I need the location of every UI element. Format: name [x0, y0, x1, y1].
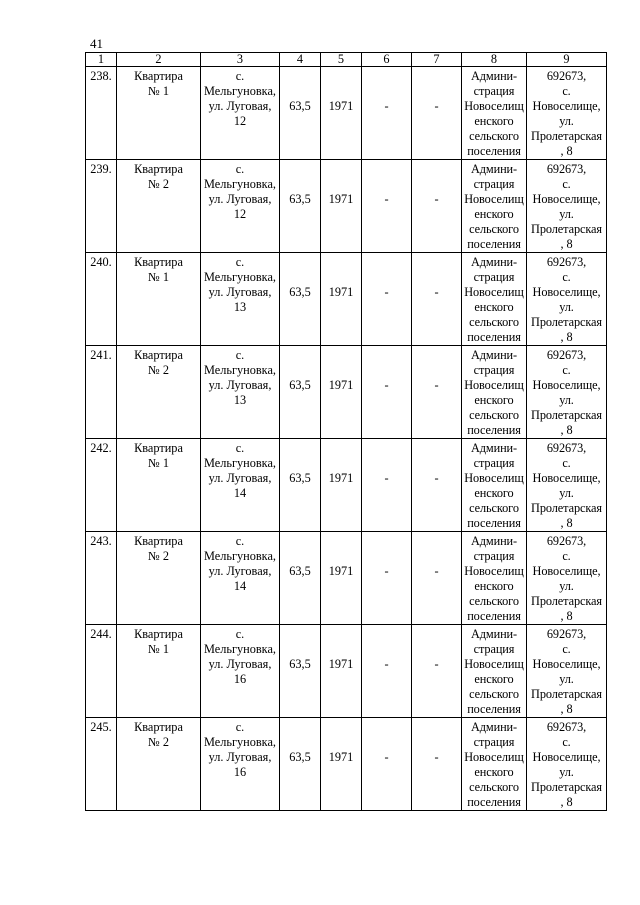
holder-address-line: 692673, — [546, 69, 587, 83]
holder-line: поселения — [467, 423, 521, 437]
address-line: ул. Луговая, — [208, 378, 272, 392]
holder-cell — [462, 160, 527, 253]
column-6-cell: - — [362, 67, 412, 160]
year-cell: 1971 — [321, 253, 362, 346]
holder-line: Новоселищ — [464, 192, 524, 206]
holder-line: Новоселищ — [464, 471, 524, 485]
holder-line: Админи- — [470, 534, 518, 548]
address-cell — [201, 67, 280, 160]
column-header: 9 — [527, 53, 607, 67]
holder-address-line: ул. — [559, 393, 574, 407]
holder-cell — [462, 67, 527, 160]
column-6-cell: - — [362, 718, 412, 811]
address-line: ул. Луговая, — [208, 99, 272, 113]
area-cell: 63,5 — [280, 160, 321, 253]
holder-cell — [462, 253, 527, 346]
holder-line: поселения — [467, 237, 521, 251]
holder-address-line: 692673, — [546, 441, 587, 455]
year-cell: 1971 — [321, 160, 362, 253]
holder-address-line: , 8 — [560, 609, 573, 623]
row-number-cell: 239. — [86, 160, 117, 253]
column-header: 4 — [280, 53, 321, 67]
holder-line: Новоселищ — [464, 99, 524, 113]
holder-address-line: Новоселище, — [532, 378, 601, 392]
address-line: с. — [235, 348, 245, 362]
year-cell: 1971 — [321, 439, 362, 532]
object-name-cell — [117, 439, 201, 532]
holder-address-line: с. — [562, 456, 571, 470]
address-line: 16 — [233, 672, 247, 686]
holder-address-cell — [527, 253, 607, 346]
holder-address-cell — [527, 532, 607, 625]
holder-address-line: 692673, — [546, 720, 587, 734]
holder-address-line: с. — [562, 735, 571, 749]
holder-address-line: 692673, — [546, 627, 587, 641]
address-line: 12 — [233, 114, 247, 128]
column-6-cell: - — [362, 253, 412, 346]
holder-line: Админи- — [470, 162, 518, 176]
address-line: Мельгуновка, — [203, 735, 277, 749]
holder-address-line: 692673, — [546, 348, 587, 362]
object-name-line: Квартира — [134, 534, 183, 548]
holder-address-line: Пролетарская — [531, 408, 602, 422]
holder-line: сельского — [469, 222, 519, 236]
table-row — [86, 625, 607, 718]
holder-line: енского — [474, 207, 514, 221]
column-header: 1 — [86, 53, 117, 67]
column-header: 5 — [321, 53, 362, 67]
address-cell — [201, 718, 280, 811]
holder-line: енского — [474, 486, 514, 500]
holder-line: страция — [473, 456, 515, 470]
holder-address-cell — [527, 67, 607, 160]
holder-address-cell — [527, 439, 607, 532]
address-cell — [201, 532, 280, 625]
holder-cell — [462, 439, 527, 532]
address-line: Мельгуновка, — [203, 177, 277, 191]
holder-line: Новоселищ — [464, 564, 524, 578]
holder-cell — [462, 346, 527, 439]
row-number-cell: 240. — [86, 253, 117, 346]
object-name-line: Квартира — [134, 69, 183, 83]
holder-line: Новоселищ — [464, 285, 524, 299]
table-row — [86, 718, 607, 811]
holder-address-line: 692673, — [546, 162, 587, 176]
address-line: Мельгуновка, — [203, 270, 277, 284]
holder-line: поселения — [467, 330, 521, 344]
column-7-cell: - — [412, 160, 462, 253]
address-cell — [201, 439, 280, 532]
column-6-cell: - — [362, 532, 412, 625]
column-header: 6 — [362, 53, 412, 67]
holder-address-line: , 8 — [560, 144, 573, 158]
area-cell: 63,5 — [280, 439, 321, 532]
holder-address-cell — [527, 160, 607, 253]
holder-line: поселения — [467, 516, 521, 530]
holder-cell — [462, 532, 527, 625]
area-cell: 63,5 — [280, 625, 321, 718]
address-line: с. — [235, 255, 245, 269]
holder-line: Новоселищ — [464, 378, 524, 392]
address-line: с. — [235, 534, 245, 548]
holder-line: страция — [473, 363, 515, 377]
holder-address-line: ул. — [559, 765, 574, 779]
holder-address-line: с. — [562, 177, 571, 191]
column-7-cell: - — [412, 67, 462, 160]
holder-address-line: Новоселище, — [532, 99, 601, 113]
holder-address-line: Новоселище, — [532, 285, 601, 299]
holder-address-cell — [527, 718, 607, 811]
holder-address-cell — [527, 346, 607, 439]
holder-address-line: 692673, — [546, 534, 587, 548]
object-name-line: Квартира — [134, 348, 183, 362]
year-cell: 1971 — [321, 346, 362, 439]
table-row — [86, 253, 607, 346]
object-name-cell — [117, 253, 201, 346]
holder-address-line: Пролетарская — [531, 687, 602, 701]
object-name-line: № 1 — [148, 456, 169, 470]
column-number-header-row — [86, 53, 607, 67]
year-cell: 1971 — [321, 625, 362, 718]
holder-line: сельского — [469, 315, 519, 329]
object-name-line: Квартира — [134, 162, 183, 176]
holder-address-line: , 8 — [560, 702, 573, 716]
address-line: с. — [235, 162, 245, 176]
object-name-line: Квартира — [134, 720, 183, 734]
address-line: Мельгуновка, — [203, 549, 277, 563]
holder-line: страция — [473, 549, 515, 563]
address-line: 14 — [233, 579, 247, 593]
row-number-cell: 244. — [86, 625, 117, 718]
area-cell: 63,5 — [280, 346, 321, 439]
holder-address-line: , 8 — [560, 330, 573, 344]
holder-address-line: Пролетарская — [531, 780, 602, 794]
object-name-line: № 1 — [148, 642, 169, 656]
holder-address-line: с. — [562, 549, 571, 563]
column-header: 2 — [117, 53, 201, 67]
holder-address-line: Пролетарская — [531, 129, 602, 143]
table-row — [86, 67, 607, 160]
object-name-line: № 1 — [148, 270, 169, 284]
address-line: 12 — [233, 207, 247, 221]
address-line: ул. Луговая, — [208, 750, 272, 764]
holder-line: страция — [473, 270, 515, 284]
holder-line: поселения — [467, 795, 521, 809]
holder-line: Админи- — [470, 255, 518, 269]
object-name-line: Квартира — [134, 627, 183, 641]
object-name-cell — [117, 160, 201, 253]
row-number-cell: 245. — [86, 718, 117, 811]
address-line: ул. Луговая, — [208, 192, 272, 206]
column-7-cell: - — [412, 253, 462, 346]
address-line: с. — [235, 720, 245, 734]
holder-cell — [462, 625, 527, 718]
holder-line: Новоселищ — [464, 750, 524, 764]
address-cell — [201, 253, 280, 346]
object-name-cell — [117, 67, 201, 160]
object-name-cell — [117, 718, 201, 811]
holder-line: сельского — [469, 594, 519, 608]
address-line: 16 — [233, 765, 247, 779]
holder-address-line: Пролетарская — [531, 594, 602, 608]
column-7-cell: - — [412, 346, 462, 439]
year-cell: 1971 — [321, 718, 362, 811]
holder-line: Админи- — [470, 720, 518, 734]
holder-address-line: Новоселище, — [532, 750, 601, 764]
holder-address-line: 692673, — [546, 255, 587, 269]
address-cell — [201, 160, 280, 253]
column-7-cell: - — [412, 718, 462, 811]
holder-line: Админи- — [470, 348, 518, 362]
address-line: с. — [235, 441, 245, 455]
object-name-line: № 2 — [148, 363, 169, 377]
holder-line: сельского — [469, 129, 519, 143]
row-number-cell: 238. — [86, 67, 117, 160]
holder-line: сельского — [469, 501, 519, 515]
holder-line: Админи- — [470, 69, 518, 83]
column-header: 7 — [412, 53, 462, 67]
holder-address-line: , 8 — [560, 795, 573, 809]
address-line: Мельгуновка, — [203, 363, 277, 377]
column-header: 3 — [201, 53, 280, 67]
holder-address-line: Пролетарская — [531, 501, 602, 515]
column-6-cell: - — [362, 625, 412, 718]
object-name-cell — [117, 532, 201, 625]
address-line: ул. Луговая, — [208, 471, 272, 485]
address-line: с. — [235, 69, 245, 83]
year-cell: 1971 — [321, 532, 362, 625]
column-7-cell: - — [412, 439, 462, 532]
address-cell — [201, 346, 280, 439]
table-row — [86, 160, 607, 253]
holder-address-cell — [527, 625, 607, 718]
holder-line: енского — [474, 114, 514, 128]
area-cell: 63,5 — [280, 718, 321, 811]
holder-address-line: Новоселище, — [532, 471, 601, 485]
holder-address-line: с. — [562, 270, 571, 284]
object-name-line: Квартира — [134, 441, 183, 455]
holder-line: поселения — [467, 702, 521, 716]
address-line: Мельгуновка, — [203, 84, 277, 98]
area-cell: 63,5 — [280, 67, 321, 160]
holder-address-line: с. — [562, 363, 571, 377]
table-row — [86, 532, 607, 625]
holder-line: енского — [474, 765, 514, 779]
holder-address-line: ул. — [559, 207, 574, 221]
column-6-cell: - — [362, 160, 412, 253]
holder-address-line: ул. — [559, 486, 574, 500]
object-name-line: № 2 — [148, 549, 169, 563]
holder-line: сельского — [469, 408, 519, 422]
address-line: Мельгуновка, — [203, 456, 277, 470]
object-name-line: Квартира — [134, 255, 183, 269]
holder-line: страция — [473, 642, 515, 656]
holder-address-line: Новоселище, — [532, 192, 601, 206]
row-number-cell: 242. — [86, 439, 117, 532]
holder-address-line: ул. — [559, 579, 574, 593]
row-number-cell: 243. — [86, 532, 117, 625]
object-name-line: № 2 — [148, 735, 169, 749]
object-name-cell — [117, 625, 201, 718]
address-line: 13 — [233, 300, 247, 314]
area-cell: 63,5 — [280, 253, 321, 346]
holder-address-line: ул. — [559, 114, 574, 128]
holder-line: страция — [473, 177, 515, 191]
year-cell: 1971 — [321, 67, 362, 160]
object-name-cell — [117, 346, 201, 439]
holder-address-line: Пролетарская — [531, 222, 602, 236]
area-cell: 63,5 — [280, 532, 321, 625]
holder-line: поселения — [467, 144, 521, 158]
column-6-cell: - — [362, 346, 412, 439]
holder-address-line: , 8 — [560, 516, 573, 530]
address-cell — [201, 625, 280, 718]
table-row — [86, 439, 607, 532]
holder-line: Новоселищ — [464, 657, 524, 671]
holder-address-line: ул. — [559, 672, 574, 686]
address-line: ул. Луговая, — [208, 564, 272, 578]
holder-address-line: Пролетарская — [531, 315, 602, 329]
holder-line: поселения — [467, 609, 521, 623]
holder-line: страция — [473, 735, 515, 749]
holder-line: енского — [474, 579, 514, 593]
address-line: 14 — [233, 486, 247, 500]
table-row — [86, 346, 607, 439]
holder-line: енского — [474, 672, 514, 686]
column-header: 8 — [462, 53, 527, 67]
holder-address-line: Новоселище, — [532, 564, 601, 578]
holder-address-line: ул. — [559, 300, 574, 314]
holder-cell — [462, 718, 527, 811]
object-name-line: № 2 — [148, 177, 169, 191]
property-register-table — [85, 52, 607, 811]
column-7-cell: - — [412, 625, 462, 718]
holder-line: Админи- — [470, 441, 518, 455]
address-line: 13 — [233, 393, 247, 407]
address-line: ул. Луговая, — [208, 657, 272, 671]
holder-line: сельского — [469, 780, 519, 794]
holder-line: енского — [474, 300, 514, 314]
address-line: с. — [235, 627, 245, 641]
holder-line: сельского — [469, 687, 519, 701]
column-7-cell: - — [412, 532, 462, 625]
holder-address-line: , 8 — [560, 423, 573, 437]
holder-line: страция — [473, 84, 515, 98]
object-name-line: № 1 — [148, 84, 169, 98]
holder-address-line: Новоселище, — [532, 657, 601, 671]
holder-address-line: с. — [562, 84, 571, 98]
page-number: 41 — [90, 36, 103, 51]
holder-line: енского — [474, 393, 514, 407]
address-line: ул. Луговая, — [208, 285, 272, 299]
row-number-cell: 241. — [86, 346, 117, 439]
holder-line: Админи- — [470, 627, 518, 641]
holder-address-line: , 8 — [560, 237, 573, 251]
address-line: Мельгуновка, — [203, 642, 277, 656]
column-6-cell: - — [362, 439, 412, 532]
holder-address-line: с. — [562, 642, 571, 656]
